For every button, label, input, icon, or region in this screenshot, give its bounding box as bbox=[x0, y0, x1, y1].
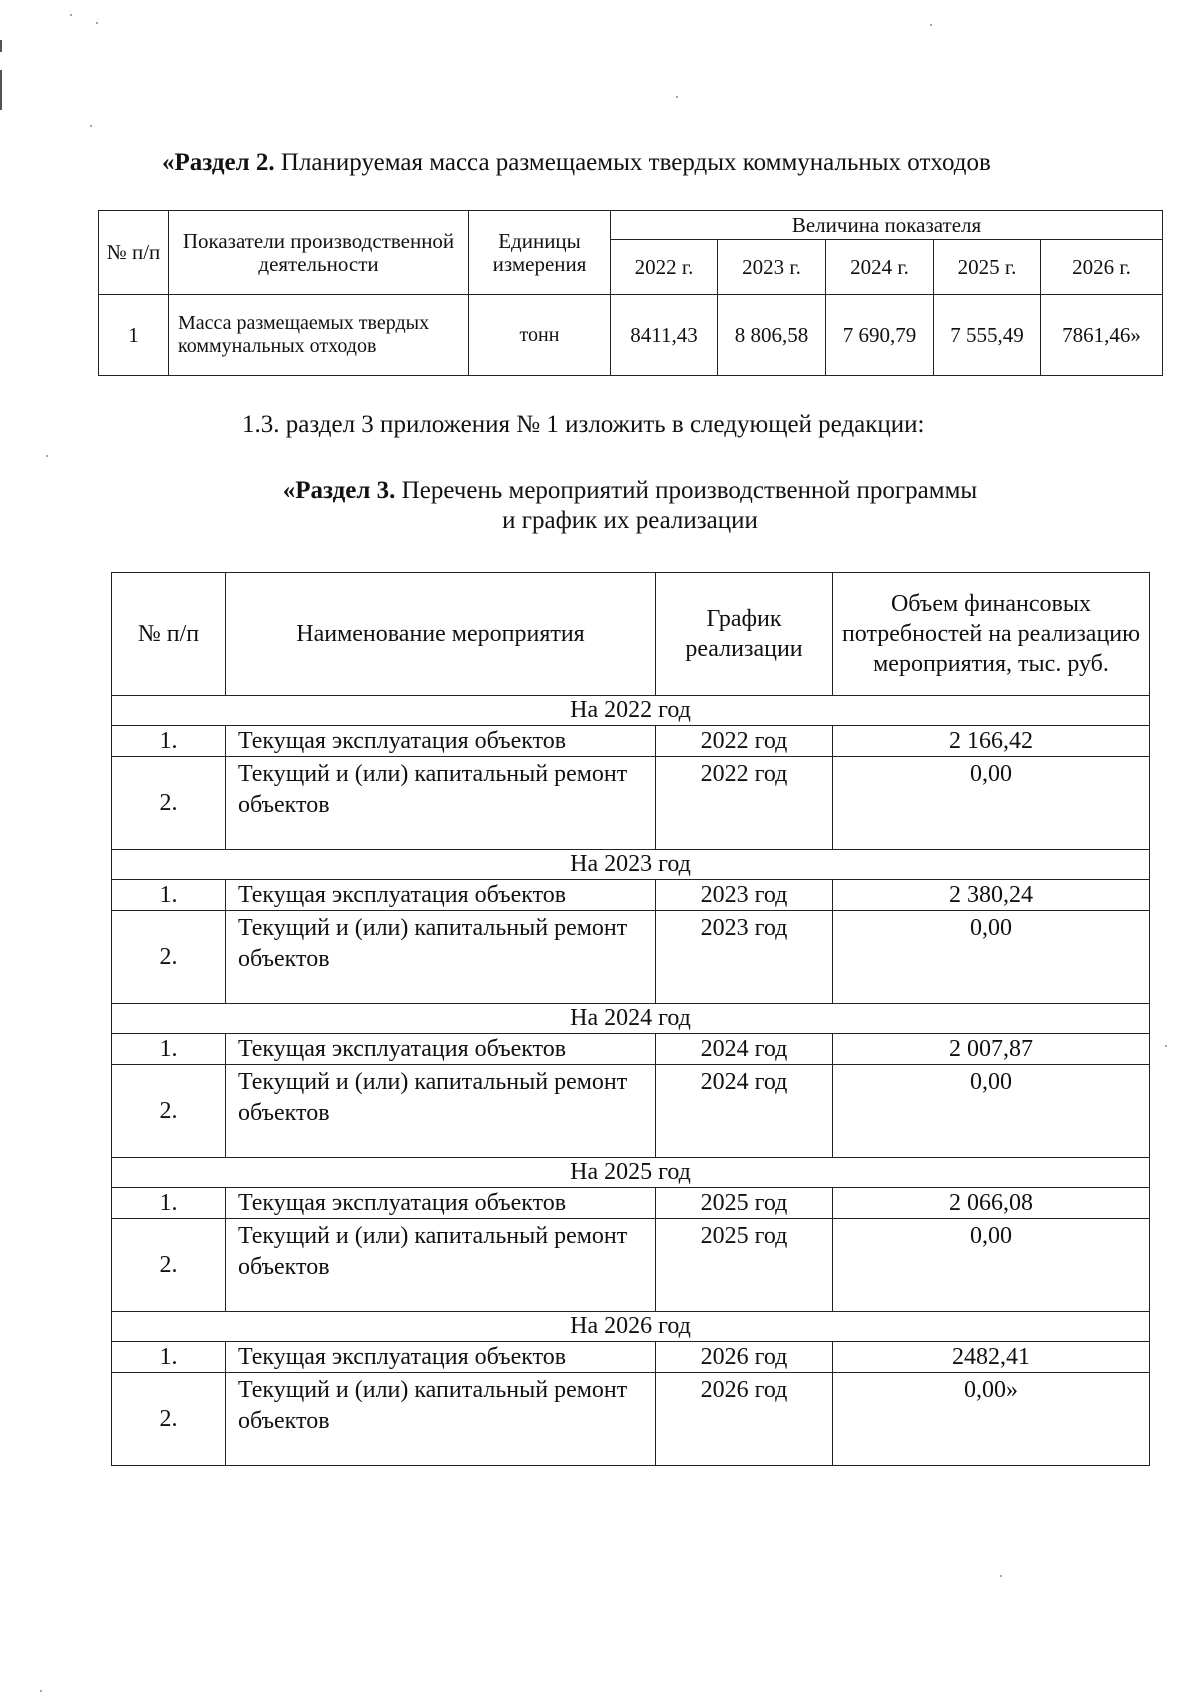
activity-name: Текущая эксплуатация объектов bbox=[226, 726, 656, 757]
year-group-row bbox=[112, 1158, 1150, 1188]
row-value: 8 806,58 bbox=[718, 295, 826, 376]
activity-amount: 2 007,87 bbox=[833, 1034, 1150, 1065]
scan-edge-mark bbox=[0, 40, 2, 52]
scan-speck bbox=[1000, 1575, 1002, 1577]
header-year: 2025 г. bbox=[934, 240, 1041, 295]
activity-name: Текущий и (или) капитальный ремонт объектов bbox=[226, 1219, 656, 1312]
year-group-row bbox=[112, 850, 1150, 880]
scan-speck bbox=[40, 1690, 42, 1692]
activity-num: 2. bbox=[112, 1219, 226, 1312]
activity-name: Текущая эксплуатация объектов bbox=[226, 880, 656, 911]
activity-amount: 0,00 bbox=[833, 1219, 1150, 1312]
row-value: 7 690,79 bbox=[826, 295, 934, 376]
row-value: 7861,46» bbox=[1041, 295, 1163, 376]
scan-speck bbox=[930, 24, 932, 26]
table-row bbox=[112, 1342, 1150, 1373]
header-year: 2023 г. bbox=[718, 240, 826, 295]
year-group-label: На 2024 год bbox=[112, 1004, 1150, 1034]
activity-schedule: 2022 год bbox=[656, 757, 833, 850]
header-schedule: График реализации bbox=[656, 573, 833, 696]
row-unit: тонн bbox=[469, 295, 611, 376]
activity-schedule: 2023 год bbox=[656, 880, 833, 911]
scan-speck bbox=[676, 96, 678, 98]
table-row bbox=[112, 1034, 1150, 1065]
activity-num: 2. bbox=[112, 757, 226, 850]
header-indicator: Показатели производственной деятельности bbox=[169, 211, 469, 295]
activity-schedule: 2025 год bbox=[656, 1188, 833, 1219]
activity-amount: 2 380,24 bbox=[833, 880, 1150, 911]
header-num: № п/п bbox=[99, 211, 169, 295]
activity-num: 1. bbox=[112, 1034, 226, 1065]
activity-name: Текущая эксплуатация объектов bbox=[226, 1188, 656, 1219]
activity-schedule: 2026 год bbox=[656, 1342, 833, 1373]
year-group-label: На 2022 год bbox=[112, 696, 1150, 726]
table-row bbox=[112, 726, 1150, 757]
scan-speck bbox=[70, 14, 72, 16]
activity-num: 2. bbox=[112, 1065, 226, 1158]
year-group-row bbox=[112, 1312, 1150, 1342]
header-year: 2026 г. bbox=[1041, 240, 1163, 295]
activity-name: Текущая эксплуатация объектов bbox=[226, 1034, 656, 1065]
section2-title bbox=[162, 148, 991, 178]
activity-num: 2. bbox=[112, 1373, 226, 1466]
table-row bbox=[112, 1065, 1150, 1158]
year-group-label: На 2023 год bbox=[112, 850, 1150, 880]
waste-mass-table bbox=[98, 210, 1163, 376]
amendment-text: 1.3. раздел 3 приложения № 1 изложить в следующей редакции: bbox=[242, 411, 925, 438]
year-group-label: На 2025 год bbox=[112, 1158, 1150, 1188]
scan-edge-mark bbox=[0, 70, 2, 110]
section3-title-bold: «Раздел 3. bbox=[282, 477, 396, 504]
table-row bbox=[99, 295, 1163, 376]
section3-title-line2: и график их реализации bbox=[502, 507, 758, 534]
row-value: 8411,43 bbox=[611, 295, 718, 376]
year-group-row bbox=[112, 696, 1150, 726]
activity-num: 1. bbox=[112, 1188, 226, 1219]
header-num: № п/п bbox=[112, 573, 226, 696]
year-group-row bbox=[112, 1004, 1150, 1034]
activity-num: 1. bbox=[112, 880, 226, 911]
header-year: 2024 г. bbox=[826, 240, 934, 295]
activity-amount: 0,00 bbox=[833, 1065, 1150, 1158]
activity-amount: 2482,41 bbox=[833, 1342, 1150, 1373]
scan-speck bbox=[96, 22, 98, 24]
activities-table bbox=[111, 572, 1150, 1466]
activity-name: Текущий и (или) капитальный ремонт объектов bbox=[226, 1065, 656, 1158]
section2-title-text: Планируемая масса размещаемых твердых коммунальных отходов bbox=[274, 149, 991, 176]
header-name: Наименование мероприятия bbox=[226, 573, 656, 696]
activity-schedule: 2026 год bbox=[656, 1373, 833, 1466]
activity-schedule: 2023 год bbox=[656, 911, 833, 1004]
row-indicator: Масса размещаемых твердых коммунальных отходов bbox=[169, 295, 469, 376]
table-row bbox=[112, 757, 1150, 850]
scan-speck bbox=[46, 455, 48, 457]
activity-amount: 2 066,08 bbox=[833, 1188, 1150, 1219]
section2-title-bold: «Раздел 2. bbox=[162, 149, 275, 176]
header-units: Единицы измерения bbox=[469, 211, 611, 295]
activity-amount: 0,00 bbox=[833, 911, 1150, 1004]
header-value: Величина показателя bbox=[611, 211, 1163, 240]
activity-name: Текущая эксплуатация объектов bbox=[226, 1342, 656, 1373]
header-amount: Объем финансовых потребностей на реализацию мероприятия, тыс. руб. bbox=[833, 573, 1150, 696]
table-row bbox=[112, 911, 1150, 1004]
activity-name: Текущий и (или) капитальный ремонт объектов bbox=[226, 1373, 656, 1466]
activity-amount: 0,00» bbox=[833, 1373, 1150, 1466]
row-num: 1 bbox=[99, 295, 169, 376]
header-year: 2022 г. bbox=[611, 240, 718, 295]
scan-speck bbox=[90, 125, 92, 127]
activity-num: 2. bbox=[112, 911, 226, 1004]
activity-name: Текущий и (или) капитальный ремонт объектов bbox=[226, 911, 656, 1004]
activity-schedule: 2024 год bbox=[656, 1034, 833, 1065]
activity-amount: 2 166,42 bbox=[833, 726, 1150, 757]
year-group-label: На 2026 год bbox=[112, 1312, 1150, 1342]
section3-title-line1: Перечень мероприятий производственной программы bbox=[395, 477, 978, 504]
activity-num: 1. bbox=[112, 726, 226, 757]
section3-title bbox=[200, 476, 1060, 536]
activity-schedule: 2025 год bbox=[656, 1219, 833, 1312]
activity-num: 1. bbox=[112, 1342, 226, 1373]
row-value: 7 555,49 bbox=[934, 295, 1041, 376]
table-row bbox=[112, 1219, 1150, 1312]
activity-amount: 0,00 bbox=[833, 757, 1150, 850]
activity-schedule: 2024 год bbox=[656, 1065, 833, 1158]
table-row bbox=[112, 1373, 1150, 1466]
activity-name: Текущий и (или) капитальный ремонт объектов bbox=[226, 757, 656, 850]
activity-schedule: 2022 год bbox=[656, 726, 833, 757]
table-row bbox=[112, 1188, 1150, 1219]
table-row bbox=[112, 880, 1150, 911]
scan-speck bbox=[1165, 1045, 1167, 1047]
